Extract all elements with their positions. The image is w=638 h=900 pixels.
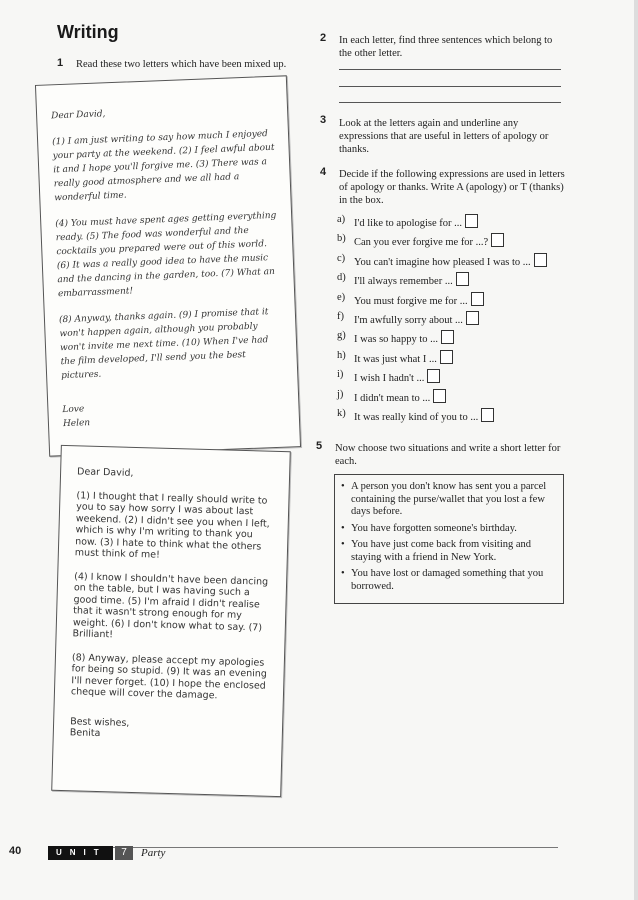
bullet-icon: •	[341, 539, 345, 550]
option-letter: f)	[337, 310, 344, 322]
bullet-icon: •	[341, 568, 345, 579]
bullet-icon: •	[341, 522, 345, 534]
option-text: I'll always remember ...	[354, 276, 453, 288]
unit-label: UNIT	[48, 846, 113, 860]
option-letter: e)	[337, 291, 346, 303]
letter-card-helen	[35, 75, 301, 456]
q4-option	[337, 408, 577, 427]
q4-option	[337, 233, 577, 252]
q4-option	[337, 253, 577, 272]
letter2-paragraph: (8) Anyway, please accept my apologies for being so stupid. (9) It was an evening I'll never forget. (10) I hope the enclosed cheque will cover the damage.	[70, 651, 268, 702]
option-text: You can't imagine how pleased I was to ...	[354, 256, 531, 268]
q3-number: 3	[320, 114, 327, 126]
q4-text: Decide if the following expressions are used in letters of apology or thanks. Write A (apology) or T (thanks) in the box.	[339, 169, 565, 206]
answer-line[interactable]	[339, 102, 561, 103]
option-letter: d)	[337, 272, 346, 284]
answer-box[interactable]	[440, 350, 453, 364]
q5-number: 5	[316, 440, 323, 452]
letter1-paragraph: (8) Anyway, thanks again. (9) I promise that it won't happen again, although you probably won't invite me next time. (10) When I've had the film developed, I'll send you the best pictures.	[58, 307, 269, 382]
page-edge	[634, 0, 638, 900]
option-text: It was really kind of you to ...	[354, 411, 479, 423]
option-letter: g)	[337, 330, 346, 342]
situation-item: • A person you don't know has sent you a parcel containing the purse/wallet that you lost a few days before.	[341, 481, 547, 517]
q4-option	[337, 272, 577, 291]
answer-box[interactable]	[465, 214, 478, 228]
option-letter: i)	[337, 369, 344, 381]
letter2-closing: Best wishes,	[70, 715, 130, 729]
q3-text: Look at the letters again and underline any expressions that are useful in letters of apology or thanks.	[339, 118, 549, 155]
answer-box[interactable]	[427, 369, 440, 383]
situation-item: • You have just come back from visiting and staying with a friend in New York.	[341, 539, 532, 563]
letter1-paragraph: (1) I am just writing to say how much I enjoyed your party at the weekend. (2) I feel awful about it and I hope you'll forgive me. (3) There was a really good atmosphere and we all had a wonderful time.	[51, 129, 275, 204]
answer-line[interactable]	[339, 69, 561, 70]
option-letter: h)	[337, 349, 346, 361]
option-text: Can you ever forgive me for ...?	[354, 237, 489, 249]
q4-options	[337, 214, 577, 427]
option-letter: j)	[337, 388, 344, 400]
answer-box[interactable]	[441, 330, 454, 344]
q4-option	[337, 369, 577, 388]
letter2-paragraph: (1) I thought that I really should write to you to say how sorry I was about last weekend. (2) I didn't see you when I left, which is why I'm writing to thank you now. (3) I hate to think what the others must think of me!	[74, 489, 270, 561]
letter2-paragraph: (4) I know I shouldn't have been dancing on the table, but I was having such a good time. (5) I'm afraid I didn't realise that it wasn't strong enough for my weight. (6) I don't know what to say. (7) Brilliant!	[72, 570, 269, 641]
page-number: 40	[9, 845, 22, 857]
option-letter: a)	[337, 214, 346, 225]
answer-box[interactable]	[534, 253, 547, 267]
q4-option	[337, 389, 577, 408]
unit-number: 7	[115, 846, 133, 860]
bullet-icon: •	[341, 481, 345, 492]
option-text: I was so happy to ...	[354, 334, 438, 346]
answer-box[interactable]	[456, 272, 469, 286]
q4-option	[337, 292, 577, 311]
answer-box[interactable]	[491, 233, 504, 247]
q4-option	[337, 330, 577, 349]
q4-option	[337, 311, 577, 330]
option-text: I didn't mean to ...	[354, 392, 431, 404]
answer-box[interactable]	[466, 311, 479, 325]
letter1-paragraph: (4) You must have spent ages getting everything ready. (5) The food was wonderful and the cocktails you prepared were out of this world. (6) It was a really good idea to have the music and the dancing in the garden, too. (7) What an embarrassment!	[55, 210, 277, 300]
answer-box[interactable]	[471, 292, 484, 306]
q1-text: Read these two letters which have been mixed up.	[76, 59, 287, 70]
option-text: I'm awfully sorry about ...	[354, 314, 463, 326]
letter1-closing: Love	[62, 404, 85, 416]
letter2-greeting: Dear David,	[76, 466, 134, 479]
q4-option	[337, 350, 577, 369]
answer-box[interactable]	[481, 408, 494, 422]
situation-item: • You have forgotten someone's birthday.	[341, 522, 517, 534]
option-text: You must forgive me for ...	[354, 295, 468, 307]
q4-number: 4	[320, 166, 327, 178]
section-heading: Writing	[57, 22, 119, 42]
q5-text: Now choose two situations and write a short letter for each.	[335, 443, 561, 467]
letter1-greeting: Dear David,	[50, 109, 106, 122]
option-text: I'd like to apologise for ...	[354, 218, 463, 229]
letter2-signature: Benita	[69, 727, 101, 740]
option-letter: c)	[337, 252, 346, 264]
letter-card-benita	[51, 445, 291, 797]
q2-text: In each letter, find three sentences which belong to the other letter.	[339, 35, 553, 59]
answer-line[interactable]	[339, 86, 561, 87]
option-letter: k)	[337, 407, 346, 419]
option-text: I wish I hadn't ...	[354, 373, 425, 385]
option-letter: b)	[337, 233, 346, 245]
letter1-signature: Helen	[62, 418, 91, 430]
q4-option	[337, 214, 577, 233]
q2-number: 2	[320, 32, 327, 44]
situation-item: • You have lost or damaged something that you borrowed.	[341, 568, 544, 592]
answer-box[interactable]	[433, 389, 446, 403]
situations-box	[334, 474, 564, 604]
unit-name: Party	[141, 847, 166, 859]
option-text: It was just what I ...	[354, 353, 437, 365]
q1-number: 1	[57, 57, 64, 69]
